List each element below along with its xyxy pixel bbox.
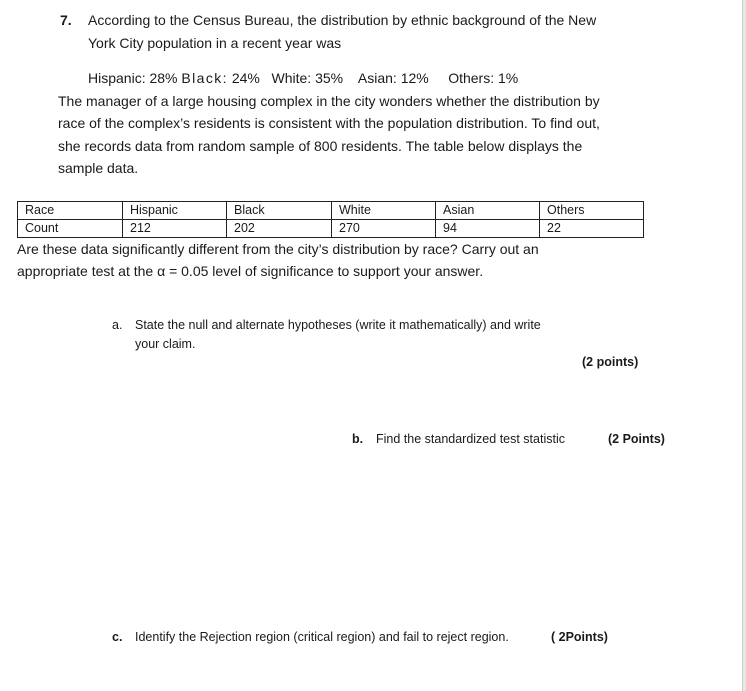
table-cell: 202 — [227, 220, 332, 238]
paragraph-line-1: The manager of a large housing complex in the city wonders whether the distribution by — [58, 93, 600, 109]
part-c-points: ( 2Points) — [551, 630, 608, 644]
part-b-text: Find the standardized test statistic — [376, 432, 565, 446]
part-a-points: (2 points) — [582, 355, 639, 369]
part-c-label: c. — [112, 630, 123, 644]
table-cell: Others — [540, 202, 644, 220]
part-a-line-1: State the null and alternate hypotheses (write it mathematically) and write — [135, 318, 541, 332]
question-line-2: York City population in a recent year was — [88, 35, 342, 51]
part-b-label: b. — [352, 432, 364, 446]
paragraph-line-4: sample data. — [58, 160, 139, 176]
followup-line-1: Are these data significantly different from the city’s distribution by race? Carry out an — [17, 241, 539, 257]
table-cell: 270 — [332, 220, 436, 238]
dist-black-value: 24% — [231, 70, 260, 86]
dist-asian: Asian: 12% — [357, 70, 429, 86]
table-cell: White — [332, 202, 436, 220]
table-cell: Race — [18, 202, 123, 220]
part-c-text: Identify the Rejection region (critical region) and fail to reject region. — [135, 630, 509, 644]
table-cell: 22 — [540, 220, 644, 238]
dist-hispanic: Hispanic: 28% — [88, 70, 178, 86]
table-row — [18, 202, 644, 220]
table-row — [18, 220, 644, 238]
distribution-line — [88, 67, 518, 89]
page-right-edge — [742, 0, 746, 691]
table-cell: 212 — [123, 220, 227, 238]
table-cell: Hispanic — [123, 202, 227, 220]
followup-line-2: appropriate test at the α = 0.05 level of significance to support your answer. — [17, 263, 484, 279]
part-a-label: a. — [112, 318, 123, 332]
dist-black-label: Black: — [181, 70, 228, 86]
sample-data-table — [17, 201, 644, 238]
question-number: 7. — [60, 12, 72, 28]
question-line-1: According to the Census Bureau, the distribution by ethnic background of the New — [88, 12, 597, 28]
dist-others: Others: 1% — [448, 70, 519, 86]
table-cell: 94 — [436, 220, 540, 238]
part-a-line-2: your claim. — [135, 337, 196, 351]
paragraph-line-3: she records data from random sample of 800 residents. The table below displays the — [58, 138, 583, 154]
table-cell: Count — [18, 220, 123, 238]
part-b-points: (2 Points) — [608, 432, 665, 446]
paragraph-line-2: race of the complex’s residents is consistent with the population distribution. To find out, — [58, 115, 600, 131]
dist-white: White: 35% — [271, 70, 344, 86]
table-cell: Black — [227, 202, 332, 220]
table-cell: Asian — [436, 202, 540, 220]
